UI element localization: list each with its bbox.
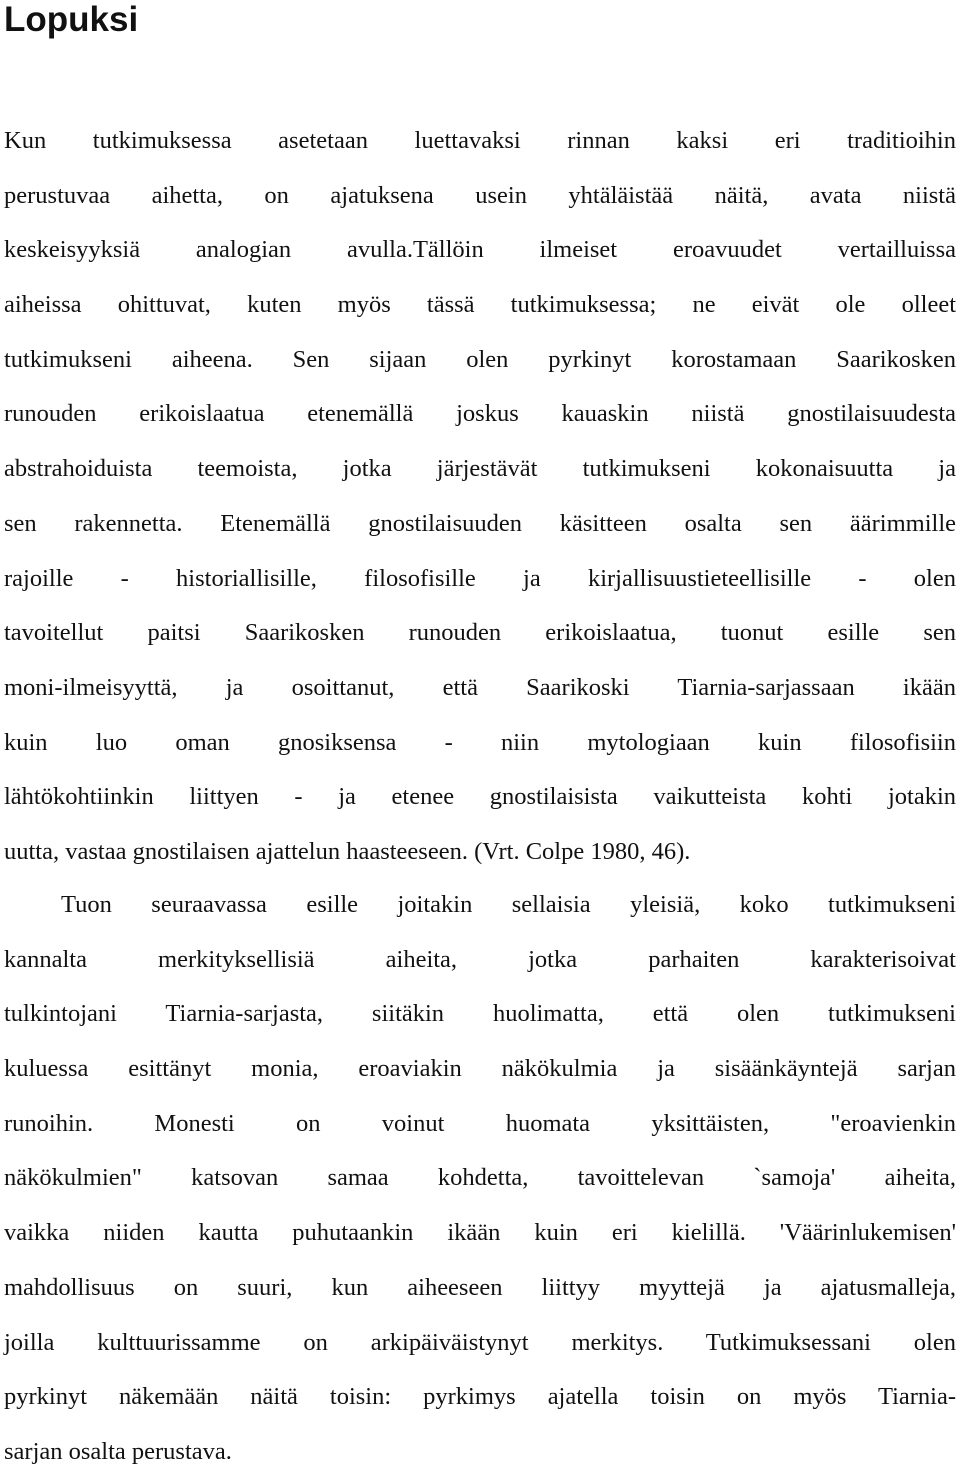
- text-line: abstrahoiduista teemoista, jotka järjestävät tutkimukseni kokonaisuutta ja: [4, 455, 956, 483]
- text-line: tutkimukseni aiheena. Sen sijaan olen pyrkinyt korostamaan Saarikosken: [4, 345, 956, 373]
- text-line: aiheissa ohittuvat, kuten myös tässä tutkimuksessa; ne eivät ole olleet: [4, 291, 956, 319]
- text-line: sarjan osalta perustava.: [4, 1437, 232, 1465]
- text-line: sen rakennetta. Etenemällä gnostilaisuuden käsitteen osalta sen äärimmille: [4, 509, 956, 537]
- text-line: mahdollisuus on suuri, kun aiheeseen liittyy myyttejä ja ajatusmalleja,: [4, 1273, 956, 1301]
- text-line: uutta, vastaa gnostilaisen ajattelun haasteeseen. (Vrt. Colpe 1980, 46).: [4, 837, 691, 865]
- text-line: rajoille - historiallisille, filosofisille ja kirjallisuustieteellisille - olen: [4, 564, 956, 592]
- text-line: pyrkinyt näkemään näitä toisin: pyrkimys ajatella toisin on myös Tiarnia-: [4, 1383, 956, 1411]
- paragraph: [4, 878, 956, 1480]
- text-line: kannalta merkityksellisiä aiheita, jotka parhaiten karakterisoivat: [4, 945, 956, 973]
- text-line: lähtökohtiinkin liittyen - ja etenee gnostilaisista vaikutteista kohti jotakin: [4, 783, 956, 811]
- text-line: moni-ilmeisyyttä, ja osoittanut, että Saarikoski Tiarnia-sarjassaan ikään: [4, 673, 956, 701]
- text-line: kuluessa esittänyt monia, eroaviakin näkökulmia ja sisäänkäyntejä sarjan: [4, 1055, 956, 1083]
- text-line: joilla kulttuurissamme on arkipäiväistynyt merkitys. Tutkimuksessani olen: [4, 1328, 956, 1356]
- paragraph: [4, 114, 956, 880]
- text-line: kuin luo oman gnosiksensa - niin mytologiaan kuin filosofisiin: [4, 728, 956, 756]
- text-line: tavoitellut paitsi Saarikosken runouden erikoislaatua, tuonut esille sen: [4, 619, 956, 647]
- text-line: tulkintojani Tiarnia-sarjasta, siitäkin huolimatta, että olen tutkimukseni: [4, 1000, 956, 1028]
- text-line: runoihin. Monesti on voinut huomata yksittäisten, "eroavienkin: [4, 1109, 956, 1137]
- text-line: vaikka niiden kautta puhutaankin ikään kuin eri kielillä. 'Väärinlukemisen': [4, 1219, 956, 1247]
- text-line: Kun tutkimuksessa asetetaan luettavaksi rinnan kaksi eri traditioihin: [4, 127, 956, 154]
- text-line: Tuon seuraavassa esille joitakin sellaisia yleisiä, koko tutkimukseni: [61, 891, 956, 918]
- text-line: perustuvaa aihetta, on ajatuksena usein yhtäläistää näitä, avata niistä: [4, 181, 956, 209]
- text-line: keskeisyyksiä analogian avulla.Tällöin ilmeiset eroavuudet vertailluissa: [4, 236, 956, 264]
- page-title: Lopuksi: [4, 0, 139, 39]
- text-line: näkökulmien" katsovan samaa kohdetta, tavoittelevan `samoja' aiheita,: [4, 1164, 956, 1192]
- text-line: runouden erikoislaatua etenemällä joskus kauaskin niistä gnostilaisuudesta: [4, 400, 956, 428]
